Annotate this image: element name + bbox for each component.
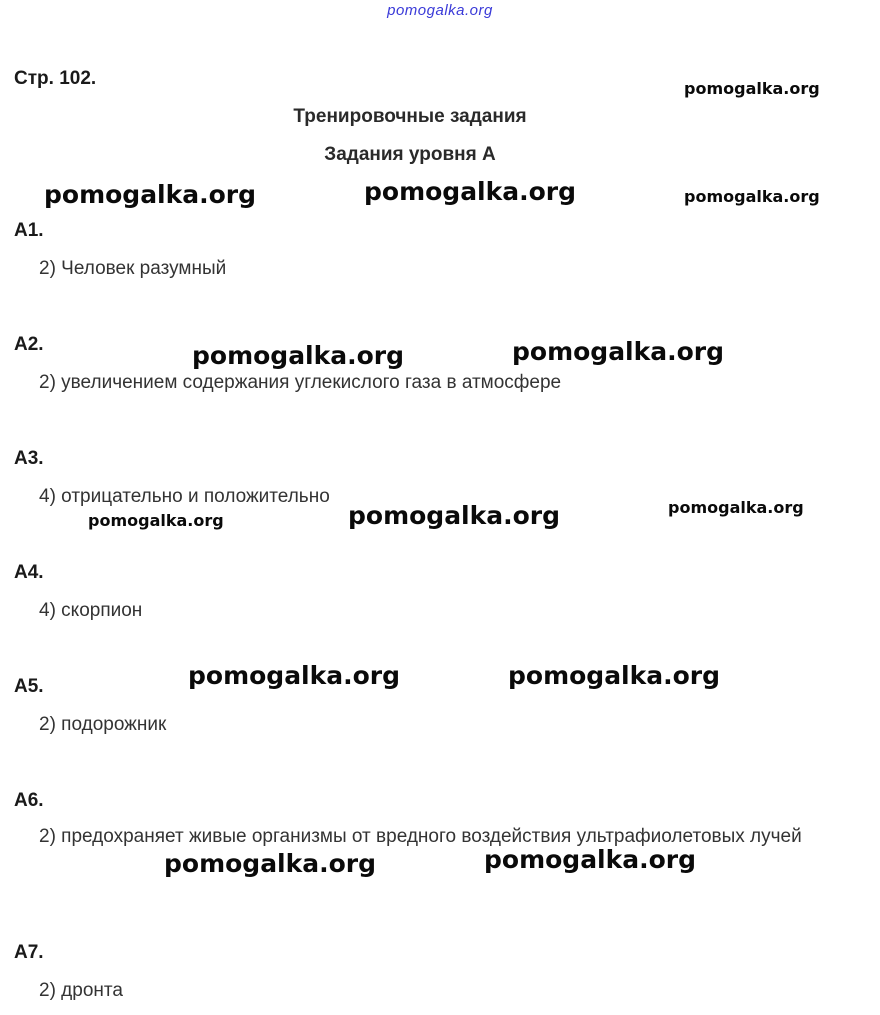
answer-a3: 4) отрицательно и положительно — [39, 486, 330, 507]
watermark: pomogalka.org — [88, 511, 224, 530]
question-label-a1: А1. — [14, 220, 44, 241]
watermark: pomogalka.org — [364, 177, 577, 206]
answer-a7: 2) дронта — [39, 980, 123, 1001]
watermark: pomogalka.org — [484, 845, 697, 874]
page-title: Тренировочные задания — [293, 106, 527, 127]
question-label-a4: А4. — [14, 562, 44, 583]
answer-a5: 2) подорожник — [39, 714, 167, 735]
watermark: pomogalka.org — [684, 187, 820, 206]
watermark: pomogalka.org — [684, 79, 820, 98]
watermark: pomogalka.org — [44, 180, 257, 209]
page-number: Стр. 102. — [14, 68, 97, 89]
question-label-a5: А5. — [14, 676, 44, 697]
answer-a2: 2) увеличением содержания углекислого газа в атмосфере — [39, 372, 562, 393]
watermark: pomogalka.org — [512, 337, 725, 366]
watermark: pomogalka.org — [508, 661, 721, 690]
answer-a6: 2) предохраняет живые организмы от вредного воздействия ультрафиолетовых лучей — [39, 826, 802, 847]
page-subtitle: Задания уровня А — [324, 144, 496, 165]
top-watermark: pomogalka.org — [387, 2, 493, 19]
question-label-a7: А7. — [14, 942, 44, 963]
watermark: pomogalka.org — [164, 849, 377, 878]
watermark: pomogalka.org — [188, 661, 401, 690]
answer-a1: 2) Человек разумный — [39, 258, 227, 279]
question-label-a2: А2. — [14, 334, 44, 355]
answer-a4: 4) скорпион — [39, 600, 143, 621]
question-label-a3: А3. — [14, 448, 44, 469]
watermark: pomogalka.org — [192, 341, 405, 370]
watermark: pomogalka.org — [348, 501, 561, 530]
question-label-a6: А6. — [14, 790, 44, 811]
watermark: pomogalka.org — [668, 498, 804, 517]
